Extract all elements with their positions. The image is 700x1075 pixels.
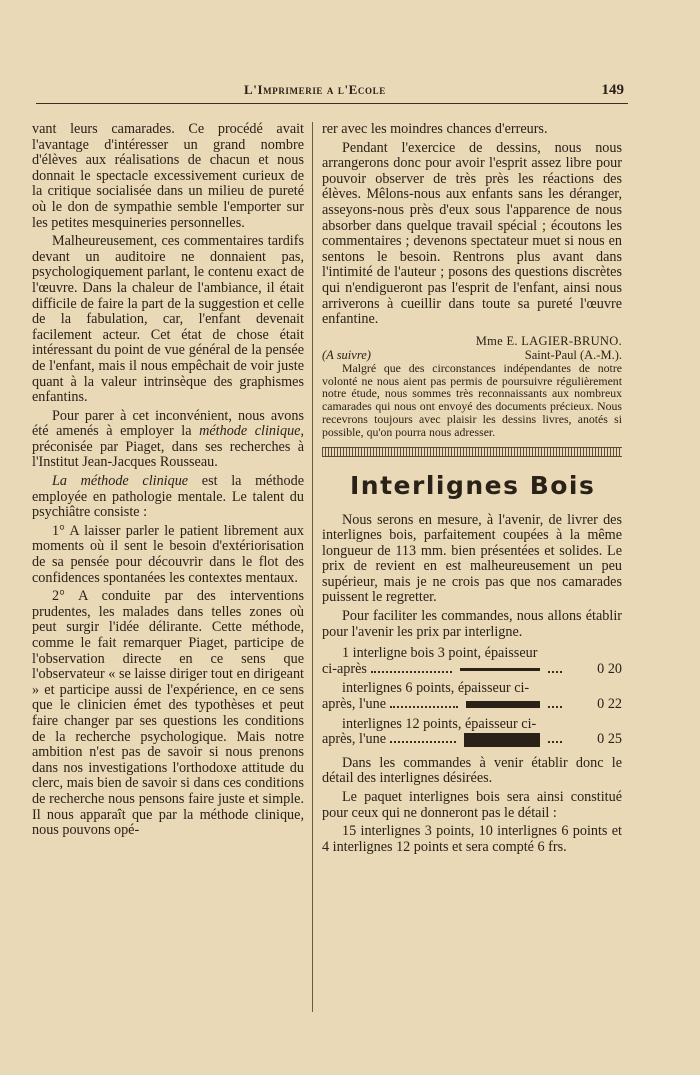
price-item: [322, 717, 622, 748]
section-separator: [322, 447, 622, 457]
price-description: interlignes 6 points, épaisseur ci-: [342, 680, 530, 697]
leader-dots: [390, 741, 456, 743]
running-head: [36, 80, 626, 104]
to-be-continued: (A suivre): [322, 347, 371, 362]
column-divider: [312, 122, 313, 1012]
price-label: après, l'une: [322, 731, 387, 748]
leader-dots: [390, 706, 458, 708]
paragraph: Malheureusement, ces commentaires tardifs devant un auditoire ne donnaient pas, psychologiquement parlant, le contenu exact de l'œuvre. Dans la chaleur de l'ambiance, il était difficile de faire la part de la suggestion et celle de la fabulation, car, l'enfant devenait facilement acteur. Cet état de chose était intéressant du point de vue général de la pensée de l'enfant, mais il nous empêchait de voir juste quant à la valeur intrinsèque des graphismes enfantins.: [32, 233, 304, 406]
leader-dots: [548, 741, 562, 743]
editor-note: Malgré que des circonstances indépendantes de notre volonté ne nous aient pas permis de poursuivre régulièrement notre étude, nous sommes très reconnaissants aux nombreux camarades qui nous ont envoyé des documents précieux. Nous recevrons toujours avec plaisir les dessins livres, anotés si possible, qu'on pourra nous adresser.: [322, 360, 622, 439]
paragraph: Nous serons en mesure, à l'avenir, de livrer des interlignes bois, parfaitement coupées à la même longueur de 113 mm. bien présentées et solides. Le prix de revient en est malheureusement un peu supérieur, mais je ne crois pas que nos camarades puissent le regretter.: [322, 511, 622, 606]
paragraph: Dans les commandes à venir établir donc le détail des interlignes désirées.: [322, 754, 622, 787]
paragraph: [32, 409, 304, 471]
author-place: Saint-Paul (A.-M.).: [524, 347, 622, 362]
price-description: interlignes 12 points, épaisseur ci-: [342, 715, 537, 732]
page-number: 149: [601, 82, 624, 98]
paragraph: 2° A conduite par des interventions prudentes, les malades dans telles zones où peut surgir l'idée délirante. Cette méthode, comme le fait remarquer Piaget, participe de l'observation directe en ce sens que l'observateur « se laisse diriger tout en dirigeant » et participe aussi de l'expérience, en ce sens que le clinicien émet des typothèses et peut faire changer par ses questions les conditions de la recherche psychologique. Mais notre ambition n'est pas de savoir si nous prenons dans nos investigations l'orthodoxe attitude du clerc, mais bien de savoir si dans ces conditions de recherche nous pensons faire juste et simple. Il nous apparaît que par la méthode clinique, nous pouvons opé-: [32, 588, 304, 839]
price-item: [322, 681, 622, 712]
price-description: 1 interligne bois 3 point, épaisseur: [342, 645, 538, 662]
paragraph: Pour faciliter les commandes, nous allons établir pour l'avenir les prix par interligne.: [322, 608, 622, 640]
author-name: Mme E. LAGIER-BRUNO.: [475, 333, 622, 348]
price-label: après, l'une: [322, 696, 387, 713]
text-run: Pour parer à cet inconvénient, nous avons été amenés à employer la: [32, 407, 304, 440]
running-title: L'Imprimerie a l'Ecole: [244, 82, 386, 97]
signature-row: [322, 348, 622, 362]
paragraph: Pendant l'exercice de dessins, nous nous arrangerons donc pour avoir l'esprit assez libre pour pouvoir observer de très près les réactions des élèves. Mêlons-nous aux enfants sans les déranger, asseyons-nous près d'eux sous l'apparence de nous absorber dans quelque travail spécial ; écoutons les commentaires ; devenons spectateur muet si nous en sentons le besoin. Rentrons plus avant dans l'intimité de l'auteur ; posons des questions discrètes qui n'endigueront pas l'esprit de l'enfant, ainsi nous arriverons à cueillir dans toute sa pureté l'œuvre enfantine.: [322, 139, 622, 328]
right-column: [322, 122, 622, 858]
price-value: 0 25: [597, 731, 622, 748]
leader-dots: [548, 671, 562, 673]
interligne-sample-6pt: [466, 701, 540, 708]
paragraph: [32, 474, 304, 521]
signature-block: [322, 334, 622, 362]
price-value: 0 20: [597, 660, 622, 677]
price-item: [322, 646, 622, 677]
price-line: [322, 732, 622, 748]
price-value: 0 22: [597, 696, 622, 713]
left-column: [32, 122, 304, 842]
price-list: [322, 646, 622, 748]
paragraph: rer avec les moindres chances d'erreurs.: [322, 121, 548, 137]
leader-dots: [548, 706, 562, 708]
leader-dots: [371, 671, 452, 673]
interligne-sample-12pt: [464, 733, 540, 747]
text-run: est la méthode employée en pathologie mentale. Le talent du psychiâtre consiste :: [32, 473, 304, 521]
paragraph: 1° A laisser parler le patient librement aux moments où il sent le besoin d'extériorisation de sa pensée pour découvrir dans le flot des confidences spontanées les contextes mentaux.: [32, 522, 304, 586]
header-rule: [36, 103, 628, 104]
paragraph: vant leurs camarades. Ce procédé avait l'avantage d'intéresser un grand nombre d'élèves aux réalisations de chacun et nous donnait le spectacle excessivement curieux de la critique socialisée dans un milieu de pureté où le don de sympathie semble l'emporter sur les petites mesquineries personnelles.: [32, 121, 304, 231]
paragraph: 15 interlignes 3 points, 10 interlignes 6 points et 4 interlignes 12 points et sera compté 6 frs.: [322, 823, 622, 855]
price-label: ci-après: [322, 660, 367, 677]
price-line: [322, 662, 622, 678]
section-title: Interlignes Bois: [350, 470, 596, 500]
interligne-sample-3pt: [460, 668, 540, 671]
paragraph: Le paquet interlignes bois sera ainsi constitué pour ceux qui ne donneront pas le détail :: [322, 789, 622, 821]
text-run: , préconisée par Piaget, dans ses recherches à l'Institut Jean-Jacques Rousseau.: [32, 423, 305, 471]
emphasis: méthode clinique: [199, 423, 301, 440]
emphasis: La méthode clinique: [52, 473, 189, 490]
price-line: [322, 697, 622, 713]
